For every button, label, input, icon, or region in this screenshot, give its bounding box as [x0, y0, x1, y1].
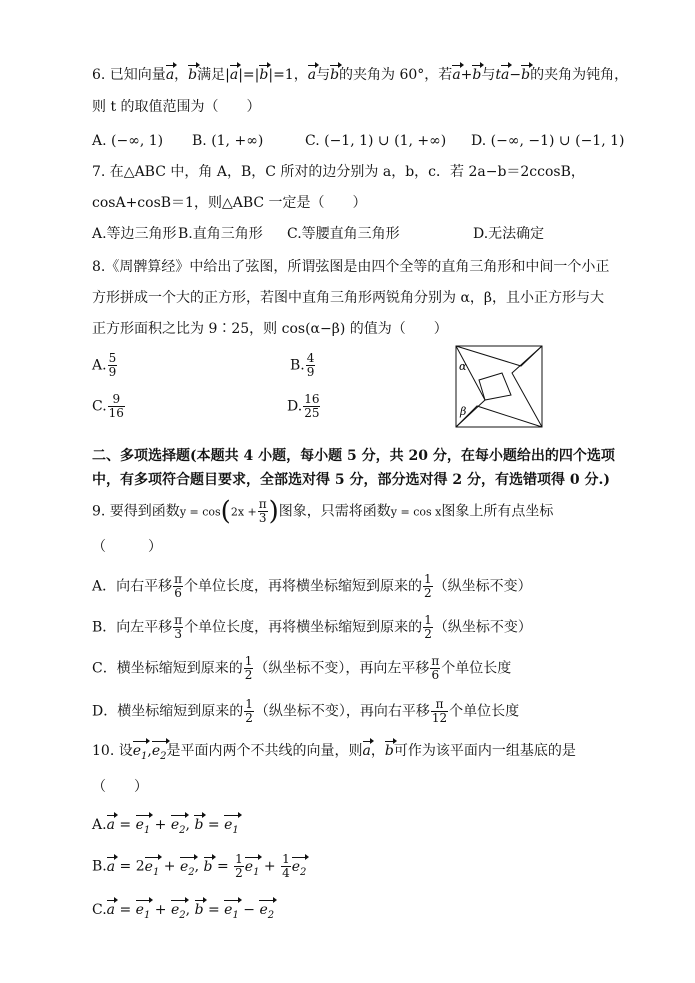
- q10-paren: （ ）: [92, 779, 148, 795]
- q9-option-b: B．向左平移 $\frac{\pi}{3}$ 个单位长度，再将横坐标缩短到原来的 $\frac{1}{2}$ （纵坐标不变）: [92, 613, 532, 641]
- q6-option-b: B. (1, +∞): [192, 133, 264, 149]
- q8-line3: 正方形面积之比为 9∶25，则 cos(α−β) 的值为（ ）: [92, 321, 448, 337]
- q7-option-c: C.等腰直角三角形: [287, 226, 400, 242]
- q9-option-d: D．横坐标缩短到原来的 $\frac{1}{2}$ （纵坐标不变），再向右平移 $\frac{\pi}{12}$ 个单位长度: [92, 697, 520, 725]
- q6-line1: 6. 已知向量a，b满足|a|=|b|=1，a与b的夹角为 60°，若a+b与ta−b的夹角为钝角，: [92, 64, 628, 86]
- q10-option-a: $A.a = e_1 + e_2$, $b = e_1$: [92, 814, 239, 842]
- q6-option-d: D. (−∞, −1) ∪ (−1, 1): [471, 133, 625, 149]
- xian-diagram: [455, 345, 545, 430]
- section2-line1: 二、多项选择题(本题共 4 小题，每小题 5 分，共 20 分，在每小题给出的四个选项: [92, 448, 615, 464]
- q10-stem: 10. 设$e_1,e_2$是平面内两个不共线的向量，则a，b可作为该平面内一组基底的是: [92, 740, 576, 768]
- q8-option-d: D. $\frac{16}{25}$: [287, 392, 320, 420]
- q7-option-a: A.等边三角形: [92, 226, 177, 242]
- q7-line2: cosA+cosB＝1，则△ABC 一定是（ ）: [92, 195, 367, 211]
- q8-line1: 8.《周髀算经》中给出了弦图，所谓弦图是由四个全等的直角三角形和中间一个小正: [92, 259, 610, 275]
- q10-option-b: $B.a = 2e_1 + e_2$, b = $\frac{1}{2}$ $e_1$ + $\frac{1}{4}$ $e_2$: [92, 853, 306, 883]
- beta-label: β: [460, 405, 467, 418]
- q8-line2: 方形拼成一个大的正方形，若图中直角三角形两锐角分别为 α，β，且小正方形与大: [92, 290, 604, 306]
- inner-square: [479, 373, 511, 400]
- section2-line2: 中，有多项符合题目要求，全部选对得 5 分，部分选对得 2 分，有选错项得 0 分.): [92, 472, 610, 488]
- q9-paren: （ ）: [92, 539, 162, 555]
- q8-option-a: A. $\frac{5}{9}$: [92, 351, 117, 379]
- q10-option-c: $C.a = e_1 + e_2$, $b = e_1 - e_2$: [92, 899, 274, 927]
- q9-option-a: A．向右平移 $\frac{\pi}{6}$ 个单位长度，再将横坐标缩短到原来的 $\frac{1}{2}$ （纵坐标不变）: [92, 572, 532, 600]
- q7-option-d: D.无法确定: [473, 226, 545, 242]
- q7-line1: 7. 在△ABC 中，角 A，B，C 所对的边分别为 a，b，c．若 2a−b＝2ccosB，: [92, 164, 585, 180]
- q6-option-c: C. (−1, 1) ∪ (1, +∞): [305, 133, 447, 149]
- q6-line2: 则 t 的取值范围为（ ）: [92, 99, 261, 115]
- q9-option-c: C．横坐标缩短到原来的 $\frac{1}{2}$ （纵坐标不变），再向左平移 $\frac{\pi}{6}$ 个单位长度: [92, 654, 512, 682]
- q9-stem: 9. 要得到函数y = cos(2x + $\frac{\pi}{3}$ )图象，只需将函数y = cos x图象上所有点坐标: [92, 496, 554, 527]
- q8-option-b: B. $\frac{4}{9}$: [290, 351, 315, 379]
- q6-option-a: A. (−∞, 1): [92, 133, 164, 149]
- alpha-label: α: [459, 360, 467, 373]
- q8-option-c: C. $\frac{9}{16}$: [92, 392, 124, 420]
- q7-option-b: B.直角三角形: [178, 226, 263, 242]
